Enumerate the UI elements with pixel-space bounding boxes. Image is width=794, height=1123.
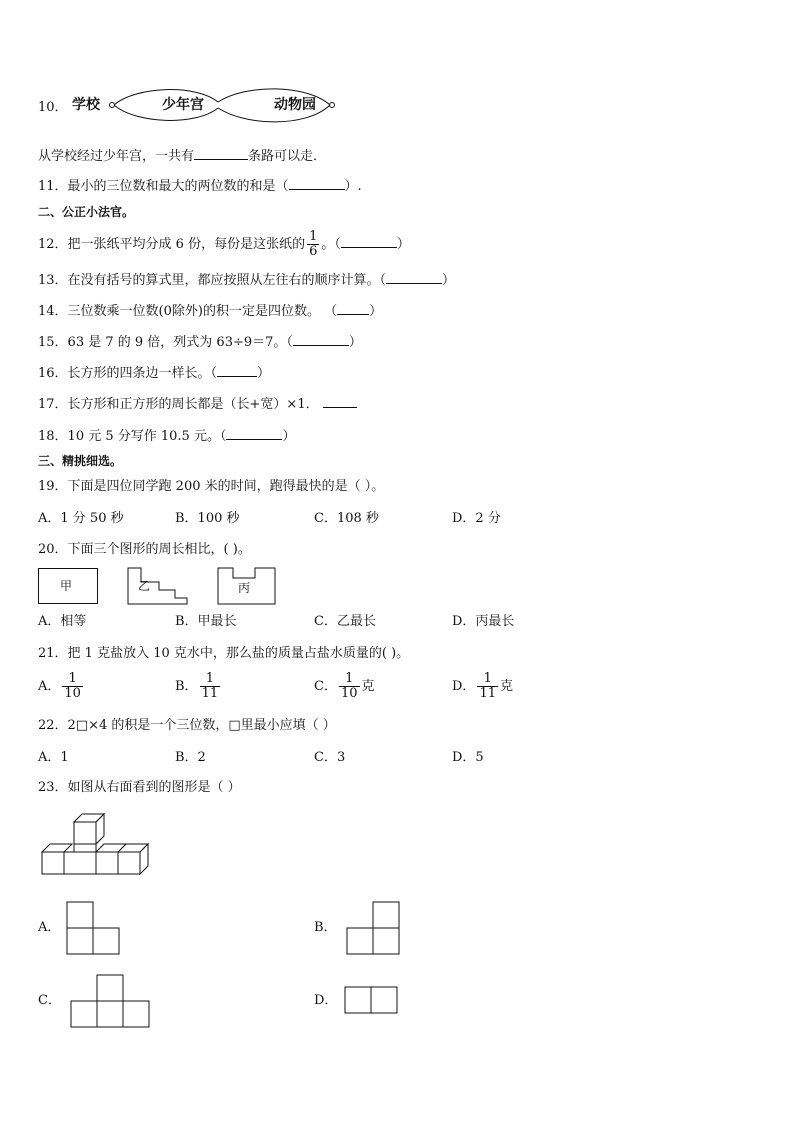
answer-blank[interactable] bbox=[194, 146, 248, 160]
answer-blank[interactable] bbox=[226, 426, 282, 440]
q23-option-d-figure[interactable] bbox=[344, 986, 400, 1016]
q22-option-a[interactable]: A．1 bbox=[38, 750, 69, 765]
section-3-heading: 三、精挑细选。 bbox=[38, 454, 123, 468]
shape-bing-label: 丙 bbox=[238, 581, 251, 595]
shape-yi bbox=[127, 566, 189, 606]
q19-option-b[interactable]: B．100 秒 bbox=[175, 511, 240, 526]
place-school: 学校 bbox=[72, 97, 100, 113]
q23-option-b-figure[interactable] bbox=[346, 900, 402, 956]
q20-option-c[interactable]: C．乙最长 bbox=[314, 614, 376, 629]
q21-option-b[interactable]: B． $\frac{1}{11}$ bbox=[175, 671, 219, 701]
q11: 11．最小的三位数和最大的两位数的和是（ ）. bbox=[38, 176, 362, 196]
q22-question: 22．2□×4 的积是一个三位数，□里最小应填（ ） bbox=[38, 718, 336, 733]
q21-option-c[interactable]: C． $\frac{1}{10}$ 克 bbox=[314, 671, 375, 701]
q19-option-a[interactable]: A．1 分 50 秒 bbox=[38, 511, 124, 526]
answer-blank[interactable] bbox=[217, 363, 257, 377]
q19-question: 19．下面是四位同学跑 200 米的时间，跑得最快的是（ ）。 bbox=[38, 479, 385, 494]
route-diagram bbox=[106, 80, 346, 130]
q21-option-a[interactable]: A． $\frac{1}{10}$ bbox=[38, 671, 81, 701]
shape-yi-label: 乙 bbox=[138, 579, 151, 593]
place-zoo: 动物园 bbox=[274, 97, 316, 113]
q20-question: 20．下面三个图形的周长相比，( )。 bbox=[38, 542, 251, 557]
q23-option-c-label[interactable]: C． bbox=[38, 993, 61, 1008]
q19-option-c[interactable]: C．108 秒 bbox=[314, 511, 379, 526]
section-2-heading: 二、公正小法官。 bbox=[38, 205, 135, 219]
q23-option-c-figure[interactable] bbox=[70, 973, 152, 1029]
q15: 15．63 是 7 的 9 倍，列式为 63÷9＝7。（ ） bbox=[38, 332, 362, 352]
q20-option-a[interactable]: A．相等 bbox=[38, 614, 87, 629]
q18: 18．10 元 5 分写作 10.5 元。（ ） bbox=[38, 426, 295, 446]
q23-option-b-label[interactable]: B． bbox=[314, 920, 337, 935]
answer-blank[interactable] bbox=[293, 332, 349, 346]
answer-blank[interactable] bbox=[337, 301, 369, 315]
cube-stack-figure bbox=[40, 810, 160, 876]
q10-number: 10． bbox=[38, 100, 68, 115]
q13: 13．在没有括号的算式里，都应按照从左往右的顺序计算。（ ） bbox=[38, 270, 455, 290]
fraction: $\frac{1}{6}$ bbox=[309, 229, 318, 259]
q14: 14．三位数乘一位数(0除外)的积一定是四位数。 （ ） bbox=[38, 301, 382, 321]
q21-option-d[interactable]: D． $\frac{1}{11}$ 克 bbox=[452, 671, 513, 701]
shape-jia-label: 甲 bbox=[60, 579, 73, 593]
q20-option-d[interactable]: D．丙最长 bbox=[452, 614, 515, 629]
q23-option-d-label[interactable]: D． bbox=[314, 993, 338, 1008]
answer-blank[interactable] bbox=[341, 234, 397, 248]
q23-question: 23．如图从右面看到的图形是（ ） bbox=[38, 780, 241, 795]
answer-blank[interactable] bbox=[289, 176, 345, 190]
place-youth-palace: 少年宫 bbox=[162, 97, 204, 113]
q23-option-a-label[interactable]: A． bbox=[38, 920, 61, 935]
q17: 17．长方形和正方形的周长都是（长+宽）×1． bbox=[38, 394, 357, 414]
q22-option-d[interactable]: D．5 bbox=[452, 750, 484, 765]
q22-option-c[interactable]: C．3 bbox=[314, 750, 346, 765]
q22-option-b[interactable]: B．2 bbox=[175, 750, 206, 765]
q16: 16．长方形的四条边一样长。（ ） bbox=[38, 363, 270, 383]
q19-option-d[interactable]: D．2 分 bbox=[452, 511, 501, 526]
answer-blank[interactable] bbox=[323, 394, 357, 408]
q20-option-b[interactable]: B．甲最长 bbox=[175, 614, 237, 629]
q12: 12．把一张纸平均分成 6 份，每份是这张纸的 $\frac{1}{6}$ 。（ ） bbox=[38, 229, 410, 259]
answer-blank[interactable] bbox=[386, 270, 442, 284]
q10-question: 从学校经过少年宫，一共有 条路可以走． bbox=[38, 146, 326, 166]
q23-option-a-figure[interactable] bbox=[66, 900, 122, 956]
q21-question: 21．把 1 克盐放入 10 克水中，那么盐的质量占盐水质量的( )。 bbox=[38, 646, 410, 661]
